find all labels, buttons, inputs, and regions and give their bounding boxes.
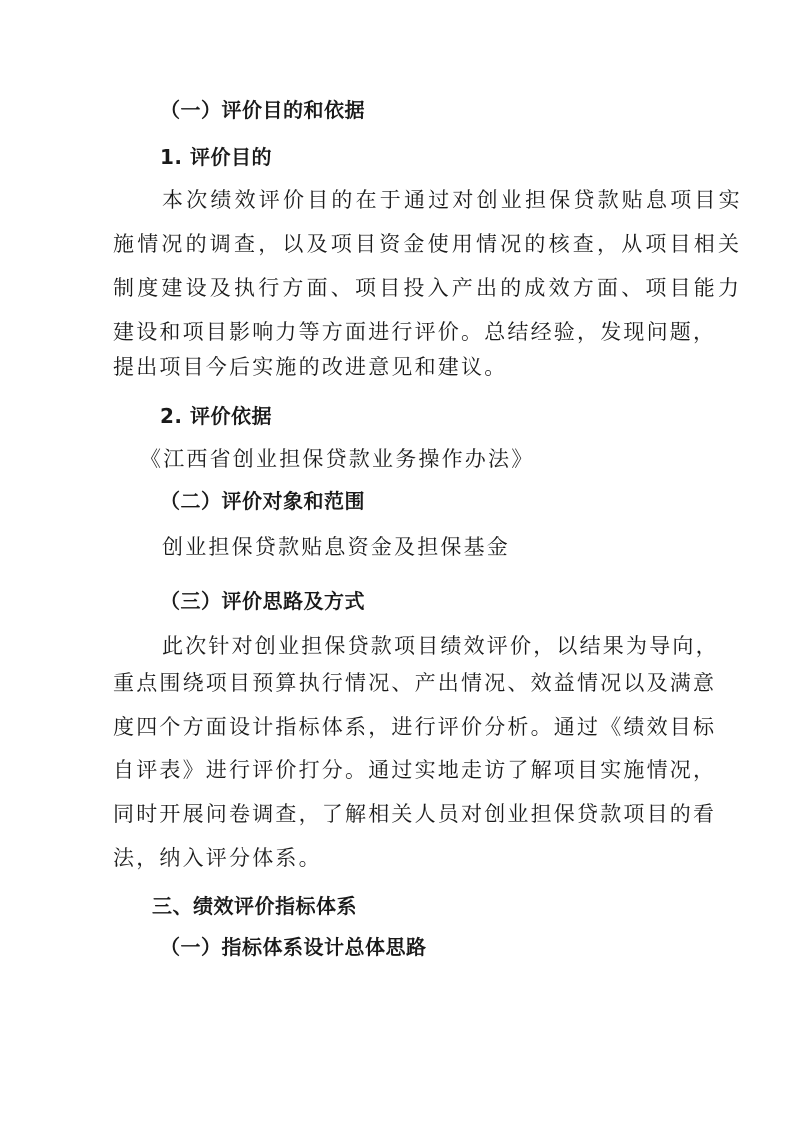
subheading-evaluation-basis: 2. 评价依据 bbox=[160, 404, 272, 428]
paragraph-line: 本次绩效评价目的在于通过对创业担保贷款贴息项目实 bbox=[162, 188, 743, 212]
section-heading-approach-method: （三）评价思路及方式 bbox=[160, 589, 365, 613]
section-heading-object-scope: （二）评价对象和范围 bbox=[160, 489, 365, 513]
chapter-heading-indicator-system: 三、绩效评价指标体系 bbox=[152, 894, 357, 918]
paragraph-line: 同时开展问卷调查，了解相关人员对创业担保贷款项目的看 bbox=[113, 802, 717, 826]
subheading-evaluation-purpose: 1. 评价目的 bbox=[160, 145, 272, 169]
paragraph-line: 提出项目今后实施的改进意见和建议。 bbox=[113, 355, 508, 379]
paragraph-line: 此次针对创业担保贷款项目绩效评价，以结果为导向， bbox=[162, 634, 719, 658]
section-heading-purpose-basis: （一）评价目的和依据 bbox=[160, 98, 365, 122]
paragraph-line: 法，纳入评分体系。 bbox=[113, 846, 322, 870]
paragraph-line: 建设和项目影响力等方面进行评价。总结经验，发现问题， bbox=[113, 320, 717, 344]
paragraph-line: 度四个方面设计指标体系，进行评价分析。通过《绩效目标 bbox=[113, 715, 717, 739]
paragraph-line: 施情况的调查，以及项目资金使用情况的核查，从项目相关 bbox=[113, 232, 743, 256]
reference-document-title: 《江西省创业担保贷款业务操作办法》 bbox=[140, 447, 535, 471]
section-heading-design-approach: （一）指标体系设计总体思路 bbox=[160, 935, 427, 959]
paragraph-line: 自评表》进行评价打分。通过实地走访了解项目实施情况， bbox=[113, 758, 717, 782]
paragraph-line: 制度建设及执行方面、项目投入产出的成效方面、项目能力 bbox=[113, 276, 743, 300]
paragraph-line: 重点围绕项目预算执行情况、产出情况、效益情况以及满意 bbox=[113, 671, 717, 695]
paragraph-line: 创业担保贷款贴息资金及担保基金 bbox=[162, 535, 510, 559]
